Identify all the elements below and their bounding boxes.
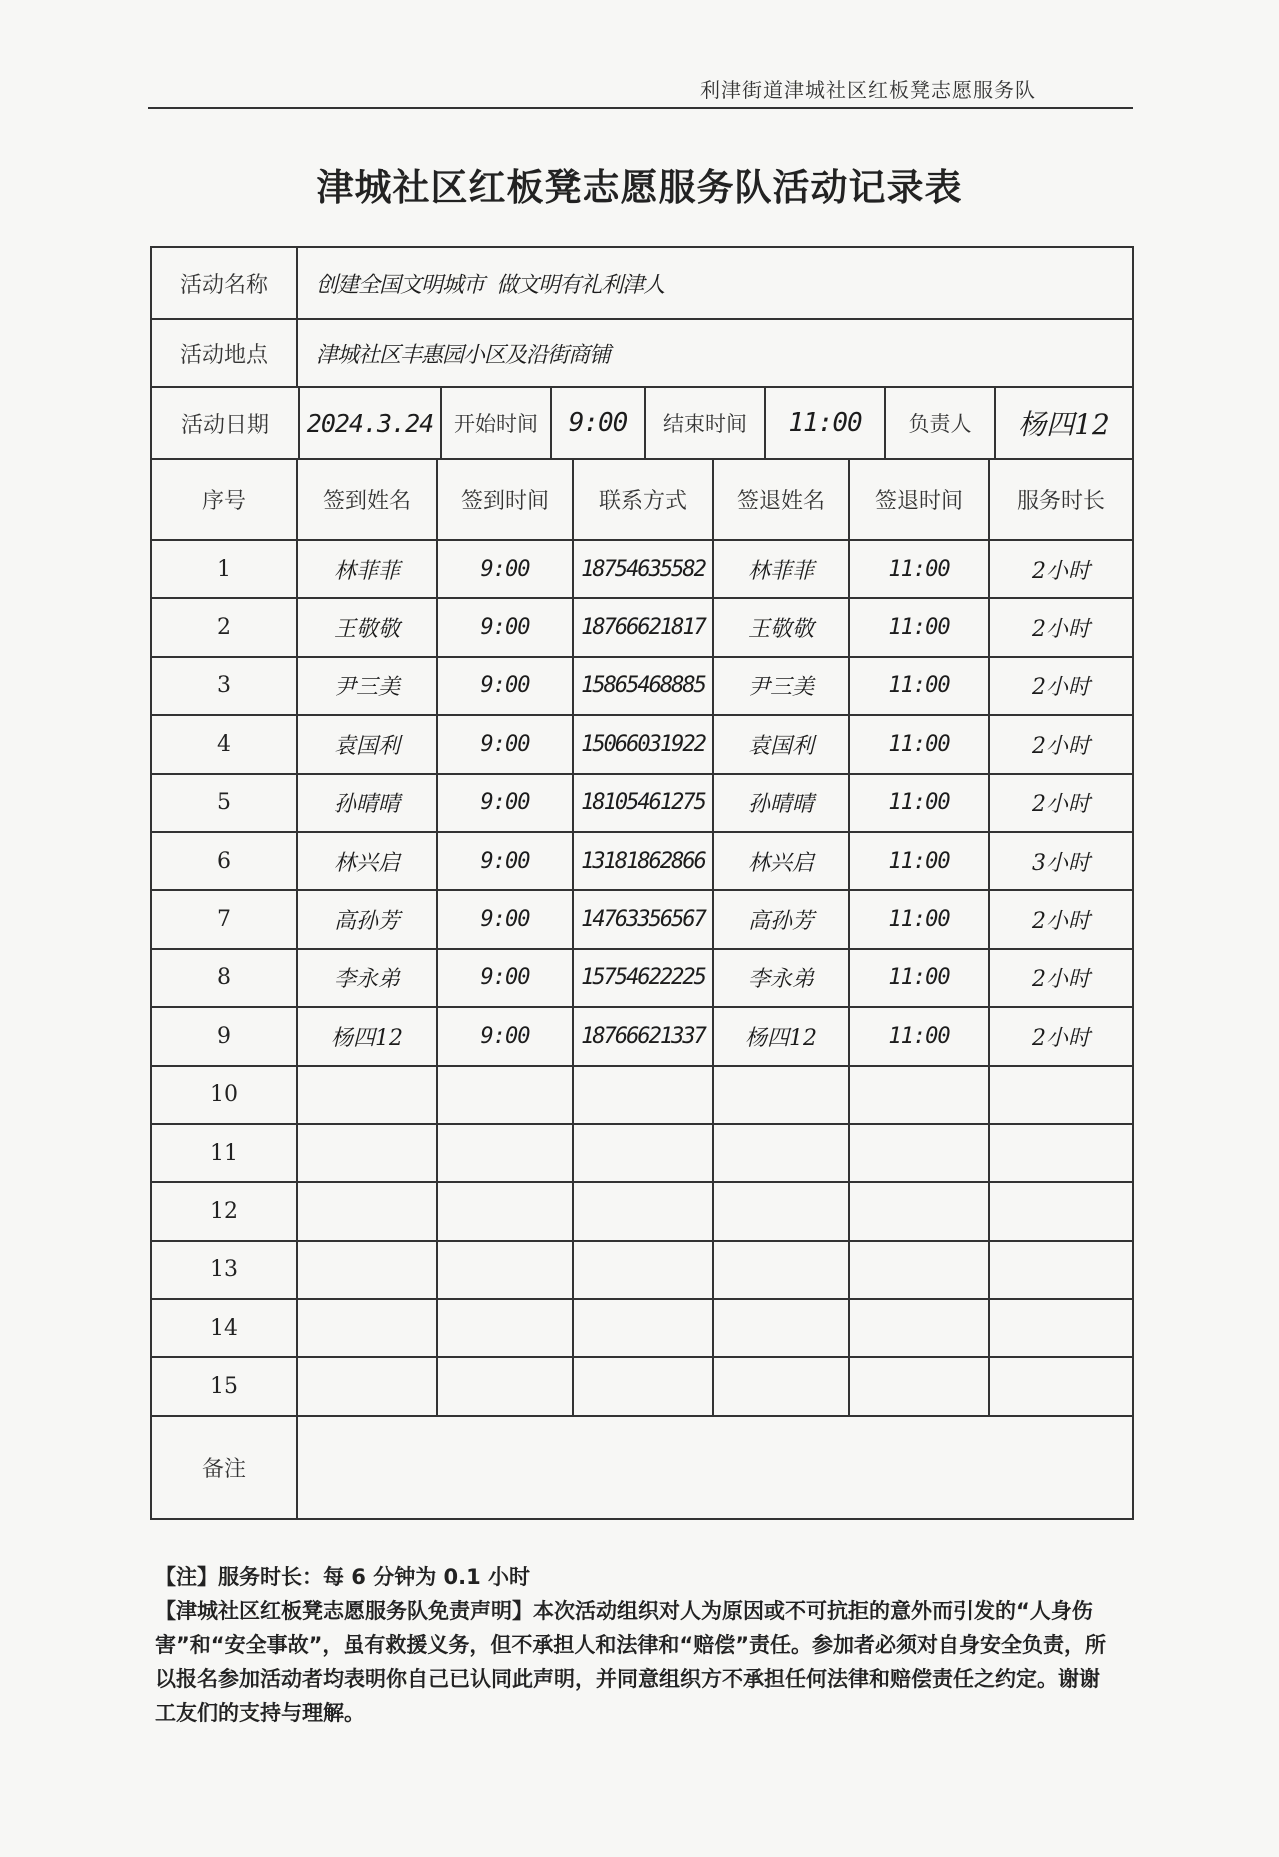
signin-name: 王敬敬 [297, 598, 437, 656]
contact-phone [573, 1357, 713, 1415]
row-number: 13 [151, 1241, 297, 1299]
signout-time: 11:00 [849, 774, 989, 832]
end-time-label: 结束时间 [644, 388, 766, 458]
table-row [151, 949, 1133, 1007]
signout-name [713, 1124, 849, 1182]
contact-phone [573, 1182, 713, 1240]
page-title: 津城社区红板凳志愿服务队活动记录表 [316, 166, 963, 209]
activity-location-row [151, 319, 1133, 387]
signin-time [437, 1066, 573, 1124]
table-row [151, 1299, 1133, 1357]
row-number: 11 [151, 1124, 297, 1182]
service-duration: 3小时 [989, 832, 1133, 890]
signin-time [437, 1241, 573, 1299]
signin-time: 9:00 [437, 1007, 573, 1065]
signout-time: 11:00 [849, 1007, 989, 1065]
signout-name: 尹三美 [713, 657, 849, 715]
signin-name: 李永弟 [297, 949, 437, 1007]
signin-time: 9:00 [437, 657, 573, 715]
remark-value [297, 1416, 1133, 1519]
signin-time: 9:00 [437, 832, 573, 890]
row-number: 8 [151, 949, 297, 1007]
signin-time [437, 1357, 573, 1415]
table-header-row [151, 459, 1133, 540]
signout-time [849, 1182, 989, 1240]
signout-name: 林菲菲 [713, 540, 849, 598]
start-time-value: 9:00 [568, 408, 628, 438]
signout-name: 孙晴晴 [713, 774, 849, 832]
activity-date-value: 2024.3.24 [306, 408, 434, 438]
row-number: 7 [151, 890, 297, 948]
contact-phone: 18105461275 [573, 774, 713, 832]
contact-phone: 14763356567 [573, 890, 713, 948]
row-number: 4 [151, 715, 297, 773]
signin-name: 林菲菲 [297, 540, 437, 598]
signin-name [297, 1182, 437, 1240]
table-row [151, 1357, 1133, 1415]
row-number: 5 [151, 774, 297, 832]
service-duration [989, 1241, 1133, 1299]
signout-time: 11:00 [849, 598, 989, 656]
contact-phone [573, 1124, 713, 1182]
row-number: 10 [151, 1066, 297, 1124]
contact-phone: 18766621337 [573, 1007, 713, 1065]
signin-name: 林兴启 [297, 832, 437, 890]
start-time-label: 开始时间 [440, 388, 552, 458]
col-header: 签到姓名 [297, 459, 437, 540]
activity-name-value: 创建全国文明城市 做文明有礼利津人 [297, 247, 1133, 319]
signin-name [297, 1066, 437, 1124]
leader-label: 负责人 [884, 388, 996, 458]
signin-name [297, 1299, 437, 1357]
table-row [151, 715, 1133, 773]
signout-name [713, 1357, 849, 1415]
activity-name-label: 活动名称 [151, 247, 297, 319]
col-header: 签到时间 [437, 459, 573, 540]
signin-name: 高孙芳 [297, 890, 437, 948]
row-number: 15 [151, 1357, 297, 1415]
signout-time [849, 1066, 989, 1124]
activity-location-value: 津城社区丰惠园小区及沿街商铺 [297, 319, 1133, 387]
table-row [151, 657, 1133, 715]
table-row [151, 540, 1133, 598]
signout-name [713, 1241, 849, 1299]
row-number: 14 [151, 1299, 297, 1357]
col-header: 签退姓名 [713, 459, 849, 540]
service-duration: 2小时 [989, 949, 1133, 1007]
end-time-value: 11:00 [788, 408, 862, 438]
signin-time: 9:00 [437, 540, 573, 598]
disclaimer-text: 【津城社区红板凳志愿服务队免责声明】本次活动组织对人为原因或不可抗拒的意外而引发的“人身伤害”和“安全事故”，虽有救援义务，但不承担人和法律和“赔偿”责任。参加者必须对自身安全负责，所以报名参加活动者均表明你自己已认同此声明，并同意组织方不承担任何法律和赔偿责任之约定。谢谢工友们的支持与理解。 [155, 1599, 1107, 1725]
service-duration [989, 1299, 1133, 1357]
signout-time: 11:00 [849, 715, 989, 773]
contact-phone: 18766621817 [573, 598, 713, 656]
signout-name: 林兴启 [713, 832, 849, 890]
activity-date-label: 活动日期 [152, 388, 300, 458]
service-duration: 2小时 [989, 890, 1133, 948]
signout-name: 王敬敬 [713, 598, 849, 656]
service-duration: 2小时 [989, 657, 1133, 715]
table-row [151, 1241, 1133, 1299]
signout-time: 11:00 [849, 657, 989, 715]
service-duration [989, 1182, 1133, 1240]
signout-time: 11:00 [849, 540, 989, 598]
signin-name: 杨四12 [297, 1007, 437, 1065]
table-row [151, 1007, 1133, 1065]
activity-name-row [151, 247, 1133, 319]
leader-value: 杨四12 [1018, 408, 1110, 441]
signout-time: 11:00 [849, 832, 989, 890]
signin-time [437, 1299, 573, 1357]
signin-name: 孙晴晴 [297, 774, 437, 832]
signin-name: 袁国利 [297, 715, 437, 773]
header-divider [148, 107, 1133, 109]
signin-time: 9:00 [437, 890, 573, 948]
signout-name: 高孙芳 [713, 890, 849, 948]
signin-time: 9:00 [437, 598, 573, 656]
signout-name: 杨四12 [713, 1007, 849, 1065]
service-hours-note: 【注】服务时长：每 6 分钟为 0.1 小时 [155, 1565, 531, 1589]
service-duration: 2小时 [989, 715, 1133, 773]
signin-name [297, 1357, 437, 1415]
table-row [151, 598, 1133, 656]
notes-section [155, 1560, 1115, 1730]
table-row [151, 774, 1133, 832]
remark-row [151, 1416, 1133, 1519]
contact-phone [573, 1241, 713, 1299]
signout-time [849, 1357, 989, 1415]
signout-time: 11:00 [849, 890, 989, 948]
activity-location-label: 活动地点 [151, 319, 297, 387]
service-duration: 2小时 [989, 598, 1133, 656]
contact-phone: 18754635582 [573, 540, 713, 598]
row-number: 1 [151, 540, 297, 598]
contact-phone: 15754622225 [573, 949, 713, 1007]
signin-time: 9:00 [437, 774, 573, 832]
row-number: 2 [151, 598, 297, 656]
table-row [151, 1124, 1133, 1182]
row-number: 12 [151, 1182, 297, 1240]
table-row [151, 890, 1133, 948]
activity-record-table [150, 246, 1134, 1520]
service-duration [989, 1124, 1133, 1182]
row-number: 3 [151, 657, 297, 715]
col-header: 序号 [151, 459, 297, 540]
contact-phone: 15865468885 [573, 657, 713, 715]
signout-time [849, 1299, 989, 1357]
service-duration [989, 1066, 1133, 1124]
service-duration [989, 1357, 1133, 1415]
header-organization: 利津街道津城社区红板凳志愿服务队 [700, 78, 1036, 102]
col-header: 签退时间 [849, 459, 989, 540]
signin-time: 9:00 [437, 949, 573, 1007]
signin-time [437, 1124, 573, 1182]
signout-name: 李永弟 [713, 949, 849, 1007]
signin-name [297, 1124, 437, 1182]
signout-time: 11:00 [849, 949, 989, 1007]
signout-name [713, 1182, 849, 1240]
signout-time [849, 1241, 989, 1299]
signout-name [713, 1299, 849, 1357]
table-row [151, 1066, 1133, 1124]
signout-name: 袁国利 [713, 715, 849, 773]
signout-time [849, 1124, 989, 1182]
activity-time-row [151, 387, 1133, 459]
col-header: 服务时长 [989, 459, 1133, 540]
service-duration: 2小时 [989, 540, 1133, 598]
signin-time: 9:00 [437, 715, 573, 773]
row-number: 6 [151, 832, 297, 890]
service-duration: 2小时 [989, 1007, 1133, 1065]
contact-phone [573, 1299, 713, 1357]
signout-name [713, 1066, 849, 1124]
col-header: 联系方式 [573, 459, 713, 540]
contact-phone: 13181862866 [573, 832, 713, 890]
row-number: 9 [151, 1007, 297, 1065]
service-duration: 2小时 [989, 774, 1133, 832]
signin-name [297, 1241, 437, 1299]
table-row [151, 832, 1133, 890]
remark-label: 备注 [151, 1416, 297, 1519]
contact-phone: 15066031922 [573, 715, 713, 773]
signin-time [437, 1182, 573, 1240]
contact-phone [573, 1066, 713, 1124]
signin-name: 尹三美 [297, 657, 437, 715]
table-row [151, 1182, 1133, 1240]
